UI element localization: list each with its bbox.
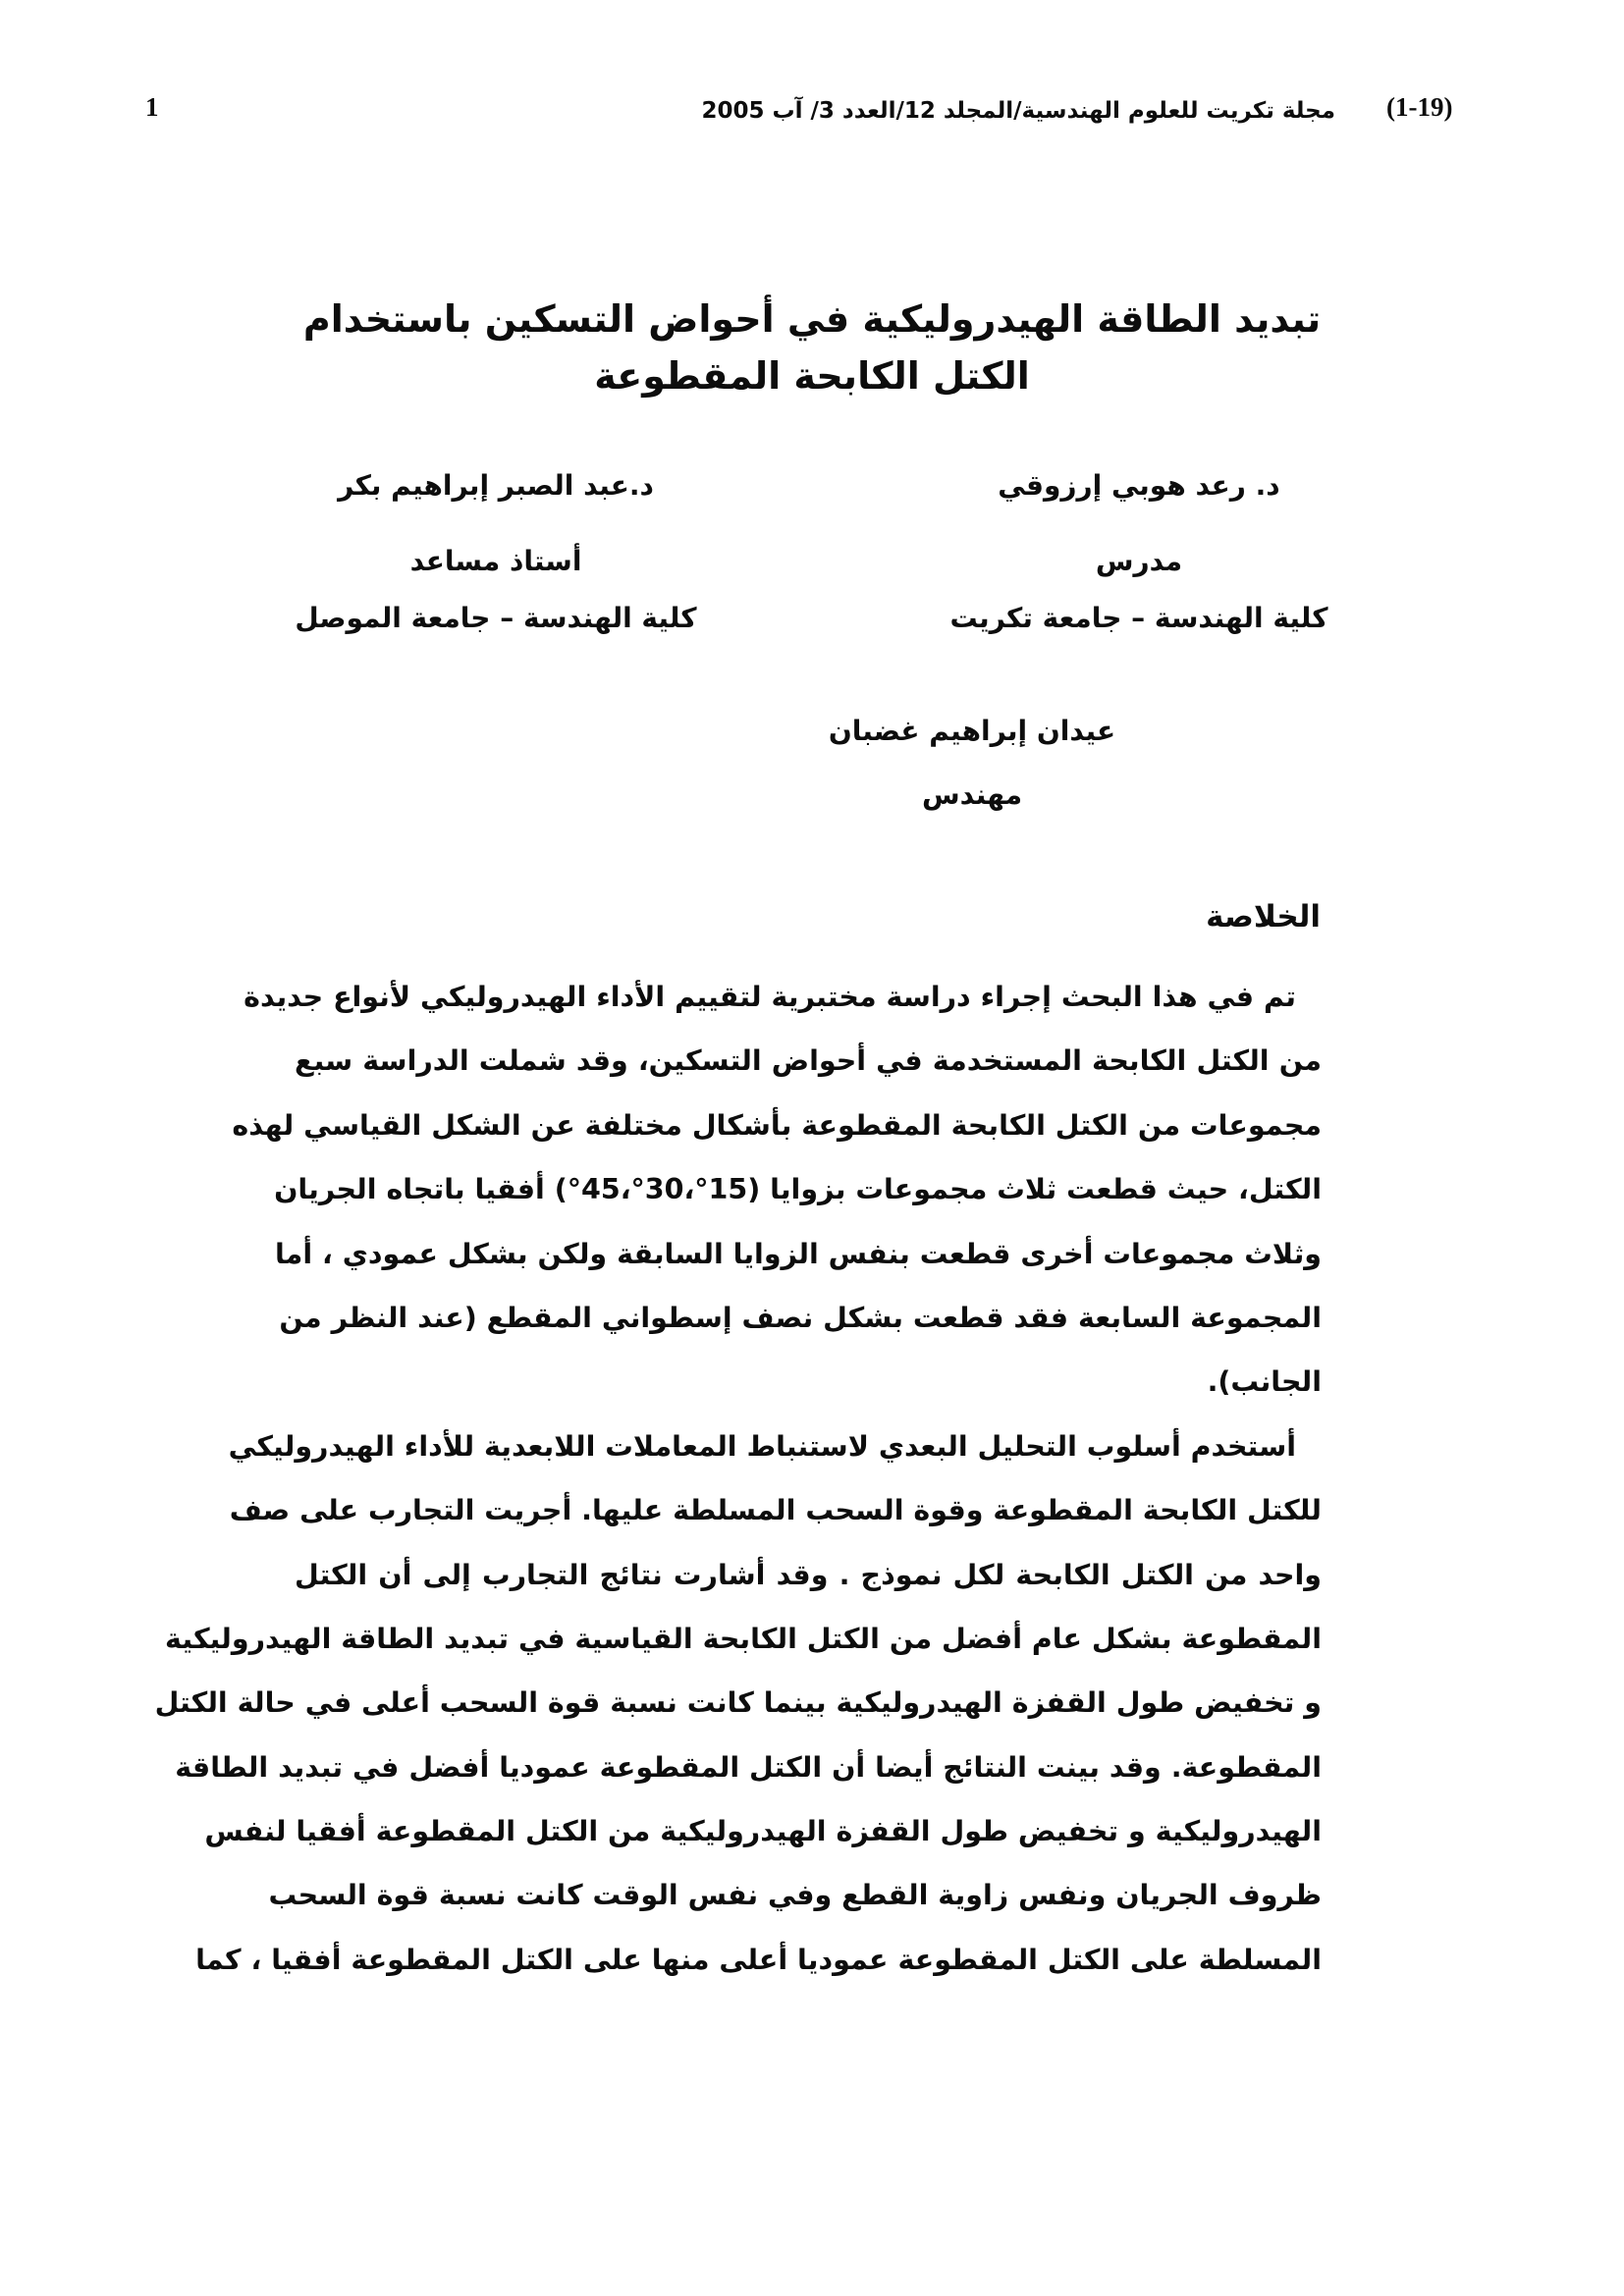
abstract-line: أستخدم أسلوب التحليل البعدي لاستنباط المعاملات اللابعدية للأداء الهيدروليكي: [228, 1429, 1296, 1463]
author-2-name: د.عبد الصبر إبراهيم بكر: [338, 469, 654, 502]
abstract-line: للكتل الكابحة المقطوعة وقوة السحب المسلطة عليها. أجريت التجارب على صف: [229, 1494, 1322, 1527]
abstract-line: و تخفيض طول القفزة الهيدروليكية بينما كانت نسبة قوة السحب أعلى في حالة الكتل: [154, 1686, 1322, 1720]
author-1-name: د. رعد هوبي إرزوقي: [998, 469, 1280, 502]
pages-range: (1-19): [1386, 92, 1453, 122]
author-1-role: مدرس: [1095, 545, 1183, 577]
abstract-line: تم في هذا البحث إجراء دراسة مختبرية لتقييم الأداء الهيدروليكي لأنواع جديدة: [244, 981, 1296, 1013]
abstract-line: الهيدروليكية و تخفيض طول القفزة الهيدروليكية من الكتل المقطوعة أفقيا لنفس: [204, 1815, 1322, 1848]
author-block-3: [628, 707, 1316, 819]
page-number: 1: [145, 92, 159, 122]
author-2-affiliation: كلية الهندسة – جامعة الموصل: [295, 602, 697, 634]
author-block-1: [913, 461, 1365, 642]
abstract-line: المقطوعة. وقد بينت النتائج أيضا أن الكتل المقطوعة عموديا أفضل في تبديد الطاقة: [175, 1750, 1322, 1784]
abstract-line: ظروف الجريان ونفس زاوية القطع وفي نفس الوقت كانت نسبة قوة السحب: [268, 1879, 1322, 1912]
abstract-line: وثلاث مجموعات أخرى قطعت بنفس الزوايا السابقة ولكن بشكل عمودي ، أما: [274, 1237, 1322, 1270]
abstract-line: الكتل، حيث قطعت ثلاث مجموعات بزوايا (15°،30°،45°) أفقيا باتجاه الجريان: [274, 1173, 1322, 1206]
paper-title-line2: الكتل الكابحة المقطوعة: [594, 354, 1030, 398]
abstract-line: المقطوعة بشكل عام أفضل من الكتل الكابحة القياسية في تبديد الطاقة الهيدروليكية: [165, 1622, 1322, 1655]
abstract-line: واحد من الكتل الكابحة لكل نموذج . وقد أشارت نتائج التجارب إلى أن الكتل: [295, 1558, 1322, 1591]
abstract-line: من الكتل الكابحة المستخدمة في أحواض التسكين، وقد شملت الدراسة سبع: [295, 1044, 1322, 1078]
author-2-role: أستاذ مساعد: [409, 545, 582, 577]
author-block-2: [270, 461, 722, 642]
paper-title-line1: تبديد الطاقة الهيدروليكية في أحواض التسكين باستخدام: [302, 297, 1322, 341]
abstract-line: الجانب).: [1207, 1365, 1322, 1399]
abstract-line: المسلطة على الكتل المقطوعة عموديا أعلى منها على الكتل المقطوعة أفقيا ، كما: [195, 1943, 1322, 1976]
author-1-affiliation: كلية الهندسة – جامعة تكريت: [949, 602, 1328, 634]
journal-header: مجلة تكريت للعلوم الهندسية/المجلد 12/العدد 3/ آب 2005: [701, 98, 1335, 124]
abstract-line: المجموعة السابعة فقد قطعت بشكل نصف إسطواني المقطع (عند النظر من: [279, 1301, 1322, 1334]
abstract-line: مجموعات من الكتل الكابحة المقطوعة بأشكال مختلفة عن الشكل القياسي لهذه: [232, 1108, 1322, 1142]
abstract-heading: الخلاصة: [1206, 899, 1321, 934]
author-3-role: مهندس: [921, 778, 1023, 811]
author-3-name: عيدان إبراهيم غضبان: [828, 715, 1116, 747]
abstract-body: [154, 965, 1322, 1992]
paper-title: [226, 291, 1398, 404]
